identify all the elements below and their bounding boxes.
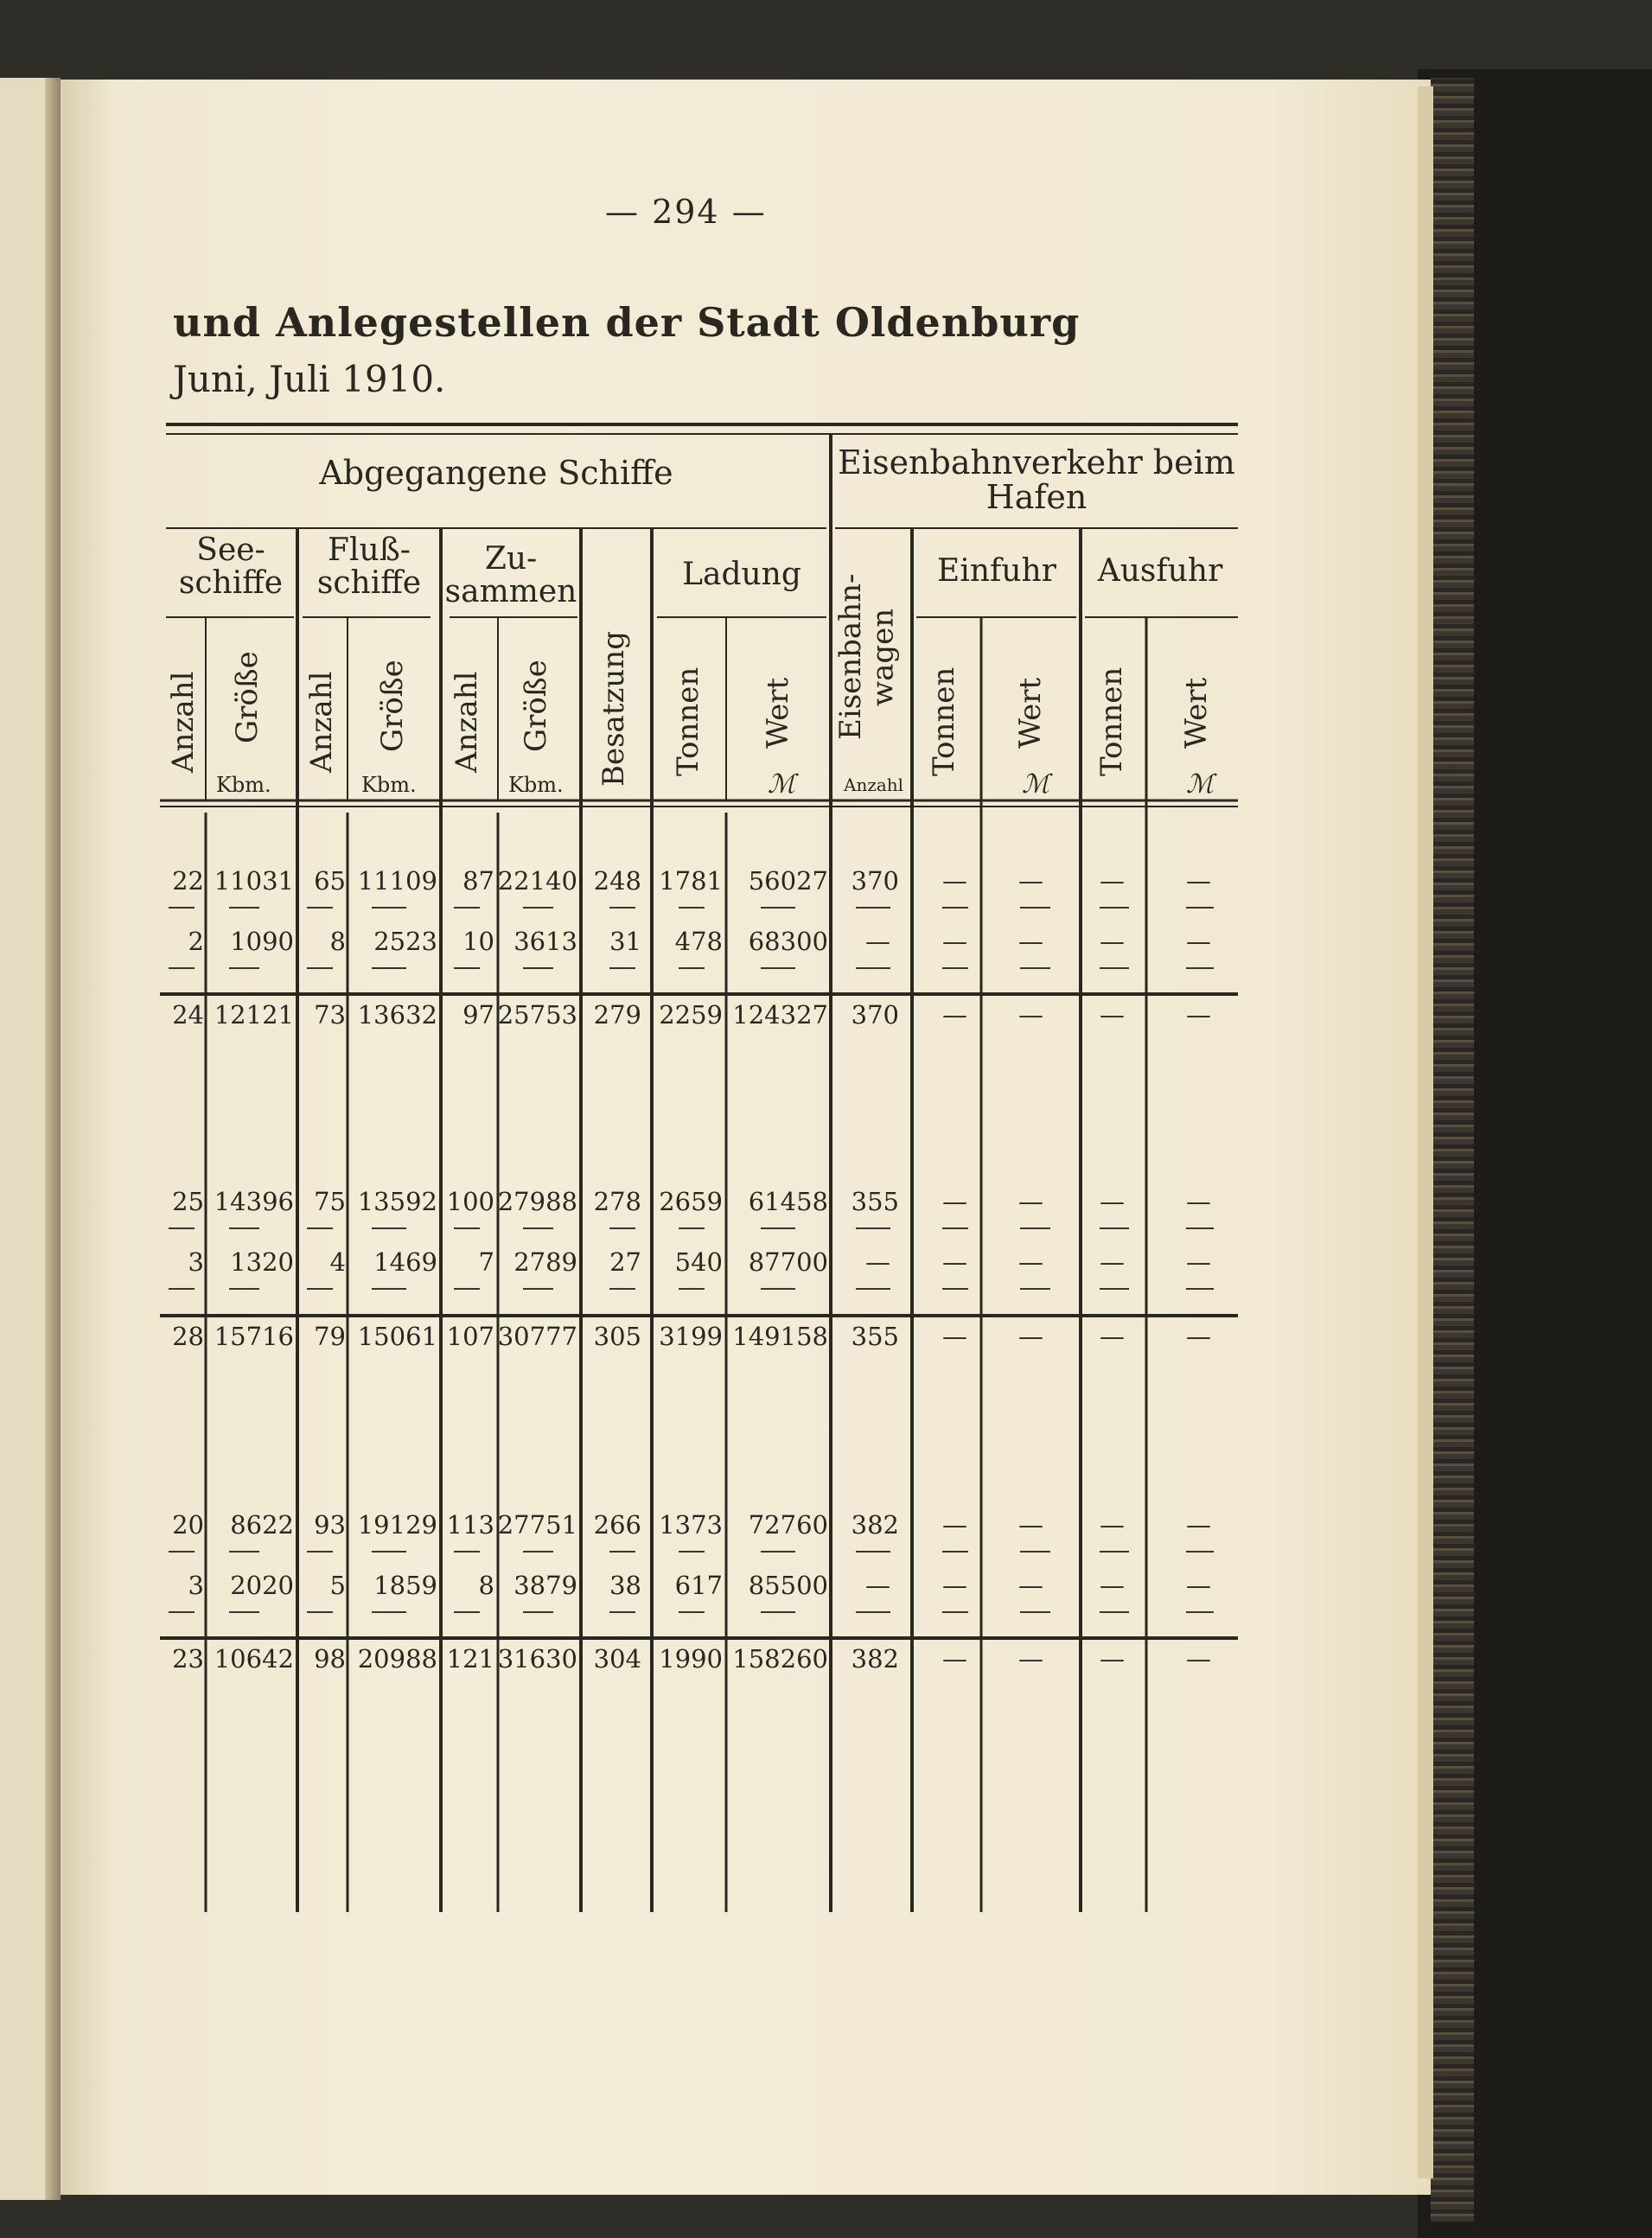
table-cell: — [1100,1571,1125,1600]
table-cell: — [1186,1510,1211,1540]
table-cell: — [865,927,890,956]
dash-mark [856,967,890,969]
table-cell: 304 [593,1644,641,1674]
dash-mark [454,967,480,969]
table-cell: — [1186,1571,1211,1600]
dash-mark [372,1288,406,1290]
table-cell: 79 [314,1322,346,1351]
dash-mark [942,1227,968,1229]
dash-mark [1020,1227,1050,1229]
table-cell: 85500 [748,1571,828,1600]
dash-mark [1186,1288,1214,1290]
table-cell: 1320 [230,1247,294,1277]
table-cell: 24 [172,1000,204,1030]
table-cell: 279 [593,1000,641,1030]
dash-mark [942,907,968,909]
dash-mark [761,1227,795,1229]
page-number: — 294 — [605,193,767,231]
table-cell: 382 [851,1510,899,1540]
table-cell: 1990 [659,1644,723,1674]
dash-mark [609,967,635,969]
table-cell: — [942,1644,967,1674]
table-cell: 30777 [497,1322,577,1351]
dash-mark [1186,1611,1214,1613]
table-cell: 1859 [373,1571,437,1600]
dash-mark [169,1288,195,1290]
dash-mark [523,967,553,969]
table-cell: 248 [593,866,641,896]
table-cell: — [1100,1247,1125,1277]
table-cell: 2523 [373,927,437,956]
page-heading: und Anlegestellen der Stadt Oldenburg [173,299,1081,346]
table-cell: — [942,1187,967,1216]
dash-mark [454,1288,480,1290]
unit-eisenbahn-anzahl: Anzahl [844,775,904,795]
table-cell: 25753 [497,1000,577,1030]
dash-mark [609,1611,635,1613]
dash-mark [1100,1227,1129,1229]
col-header-ladung-tonnen: Tonnen [671,666,705,777]
dash-mark [856,1288,890,1290]
dash-mark [523,1227,553,1229]
table-cell: — [1186,1187,1211,1216]
dash-mark [229,967,259,969]
table-cell: 61458 [748,1187,828,1216]
table-cell: — [865,1247,890,1277]
dash-mark [307,1551,333,1553]
table-cell: — [1018,1000,1043,1030]
table-cell: — [1186,866,1211,896]
table-cell: 2789 [513,1247,577,1277]
dash-mark [609,1288,635,1290]
dash-mark [307,967,333,969]
table-cell: 158260 [732,1644,828,1674]
dash-mark [307,1611,333,1613]
table-cell: 38 [609,1571,641,1600]
dash-mark [609,1551,635,1553]
table-cell: — [1100,866,1125,896]
dash-mark [229,1227,259,1229]
table-cell: 1469 [373,1247,437,1277]
dash-mark [307,1288,333,1290]
table-cell: 540 [674,1247,723,1277]
dash-mark [454,1611,480,1613]
table-cell: 22140 [497,866,577,896]
table-cell: 93 [314,1510,346,1540]
dash-mark [523,1611,553,1613]
col-header-ladung-wert: Wert [761,677,795,749]
table-cell: 15716 [214,1322,294,1351]
table-cell: — [1186,1644,1211,1674]
dash-mark [372,907,406,909]
table-cell: 10642 [214,1644,294,1674]
table-cell: 27 [609,1247,641,1277]
table-cell: 100 [446,1187,494,1216]
table-cell: 2259 [659,1000,723,1030]
table-cell: 8 [329,927,346,956]
table-cell: 68300 [748,927,828,956]
table-cell: 15061 [357,1322,437,1351]
col-header-einfuhr-tonnen: Tonnen [927,666,961,777]
table-cell: 10 [462,927,494,956]
dash-mark [1020,967,1050,969]
dash-mark [169,967,195,969]
dash-mark [1020,1288,1050,1290]
table-cell: 2659 [659,1187,723,1216]
table-cell: 75 [314,1187,346,1216]
dash-mark [1020,1551,1050,1553]
dash-mark [761,1288,795,1290]
dash-mark [169,1227,195,1229]
table-cell: — [1018,1322,1043,1351]
table-cell: 31630 [497,1644,577,1674]
table-cell: 25 [172,1187,204,1216]
table-cell: 22 [172,866,204,896]
table-cell: 1781 [659,866,723,896]
table-cell: 305 [593,1322,641,1351]
dash-mark [679,1288,705,1290]
unit-fluss-kbm: Kbm. [361,773,417,797]
table-cell: 113 [446,1510,494,1540]
table-cell: — [1100,1000,1125,1030]
col-header-zus-anzahl: Anzahl [450,671,484,773]
dash-mark [679,1611,705,1613]
dash-mark [1100,1551,1129,1553]
col-header-besatzung: Besatzung [596,631,631,787]
table-cell: — [1186,927,1211,956]
table-cell: 370 [851,866,899,896]
table-cell: — [1018,1510,1043,1540]
col-header-fluss-anzahl: Anzahl [304,671,339,773]
table-cell: 355 [851,1187,899,1216]
table-cell: — [1186,1247,1211,1277]
table-cell: — [1186,1322,1211,1351]
table-cell: 355 [851,1322,899,1351]
dash-mark [1186,1227,1214,1229]
dash-mark [761,967,795,969]
dash-mark [229,1288,259,1290]
dash-mark [372,1551,406,1553]
dash-mark [1186,1551,1214,1553]
unit-ausfuhr-mark: ℳ [1186,769,1215,800]
dash-mark [372,1611,406,1613]
dash-mark [169,1611,195,1613]
dash-mark [679,1227,705,1229]
table-cell: — [1186,1000,1211,1030]
dash-mark [1100,907,1129,909]
dash-mark [229,907,259,909]
table-cell: 56027 [748,866,828,896]
table-cell: — [1100,927,1125,956]
dash-mark [1100,1611,1129,1613]
table-cell: 382 [851,1644,899,1674]
table-cell: 2020 [230,1571,294,1600]
table-cell: 20 [172,1510,204,1540]
dash-mark [761,907,795,909]
table-cell: 3879 [513,1571,577,1600]
table-cell: 278 [593,1187,641,1216]
table-cell: 3613 [513,927,577,956]
dash-mark [942,1551,968,1553]
table-cell: 87700 [748,1247,828,1277]
table-cell: — [942,866,967,896]
table-cell: 11109 [357,866,437,896]
table-cell: 13632 [357,1000,437,1030]
unit-einfuhr-mark: ℳ [1022,769,1050,800]
table-cell: 72760 [748,1510,828,1540]
table-cell: 149158 [732,1322,828,1351]
dash-mark [523,1288,553,1290]
table-cell: — [865,1571,890,1600]
dash-mark [942,1611,968,1613]
dash-mark [454,1227,480,1229]
col-header-einfuhr-wert: Wert [1013,677,1048,749]
dash-mark [169,1551,195,1553]
dash-mark [679,907,705,909]
unit-ladung-mark: ℳ [768,769,796,800]
header-eisenbahnverkehr: Eisenbahnverkehr beim Hafen [838,443,1235,516]
table-cell: 27751 [497,1510,577,1540]
header-abgegangene-schiffe: Abgegangene Schiffe [319,454,673,492]
table-cell: 8622 [230,1510,294,1540]
table-cell: 3 [188,1247,204,1277]
table-cell: — [942,1247,967,1277]
table-cell: 14396 [214,1187,294,1216]
table-cell: 1090 [230,927,294,956]
header-ladung: Ladung [682,557,801,592]
dash-mark [856,1227,890,1229]
dash-mark [609,907,635,909]
header-einfuhr: Einfuhr [937,553,1056,589]
dash-mark [169,907,195,909]
page-subheading: Juni, Juli 1910. [173,358,446,400]
dash-mark [1020,907,1050,909]
col-header-see-groesse: Größe [230,651,265,744]
dash-mark [761,1611,795,1613]
table-cell: 87 [462,866,494,896]
dash-mark [856,907,890,909]
col-header-ausfuhr-tonnen: Tonnen [1094,666,1129,777]
table-cell: 3 [188,1571,204,1600]
table-cell: — [1100,1187,1125,1216]
table-cell: 12121 [214,1000,294,1030]
table-cell: — [1018,1644,1043,1674]
unit-zus-kbm: Kbm. [508,773,564,797]
dash-mark [372,967,406,969]
table-cell: 107 [446,1322,494,1351]
dash-mark [1020,1611,1050,1613]
table-cell: 13592 [357,1187,437,1216]
dash-mark [229,1551,259,1553]
table-cell: 23 [172,1644,204,1674]
dash-mark [679,1551,705,1553]
table-cell: 11031 [214,866,294,896]
dash-mark [372,1227,406,1229]
table-cell: — [942,927,967,956]
table-cell: — [942,1510,967,1540]
dash-mark [229,1611,259,1613]
dash-mark [942,1288,968,1290]
table-cell: — [942,1322,967,1351]
col-header-eisenbahnwagen: Eisenbahn- wagen [833,573,901,741]
table-cell: — [1018,866,1043,896]
table-cell: — [1018,1247,1043,1277]
dash-mark [307,907,333,909]
header-flussschiffe: Fluß- schiffe [316,532,422,601]
dash-mark [1186,907,1214,909]
table-cell: 266 [593,1510,641,1540]
dash-mark [761,1551,795,1553]
dash-mark [454,1551,480,1553]
table-cell: 617 [674,1571,723,1600]
table-cell: 8 [478,1571,494,1600]
dash-mark [856,1551,890,1553]
table-cell: 20988 [357,1644,437,1674]
dash-mark [1186,967,1214,969]
table-cell: 73 [314,1000,346,1030]
table-cell: 370 [851,1000,899,1030]
table-cell: 19129 [357,1510,437,1540]
table-cell: 98 [314,1644,346,1674]
table-cell: 5 [329,1571,346,1600]
dash-mark [1100,1288,1129,1290]
col-header-fluss-groesse: Größe [375,660,410,753]
dash-mark [307,1227,333,1229]
table-cell: — [942,1571,967,1600]
table-cell: 3199 [659,1322,723,1351]
unit-see-kbm: Kbm. [216,773,271,797]
table-cell: 97 [462,1000,494,1030]
table-cell: 27988 [497,1187,577,1216]
table-cell: — [1018,1187,1043,1216]
header-ausfuhr: Ausfuhr [1097,553,1223,589]
table-cell: 121 [446,1644,494,1674]
dash-mark [523,907,553,909]
table-cell: 2 [188,927,204,956]
header-seeschiffe: See- schiffe [178,532,284,601]
table-cell: — [1018,1571,1043,1600]
table-cell: 1373 [659,1510,723,1540]
table-cell: 65 [314,866,346,896]
dash-mark [856,1611,890,1613]
col-header-ausfuhr-wert: Wert [1179,677,1214,749]
table-cell: 7 [478,1247,494,1277]
dash-mark [1100,967,1129,969]
col-header-zus-groesse: Größe [519,660,553,753]
table-cell: 28 [172,1322,204,1351]
dash-mark [609,1227,635,1229]
col-header-see-anzahl: Anzahl [166,671,201,773]
table-cell: — [1018,927,1043,956]
table-cell: — [1100,1644,1125,1674]
table-cell: 4 [329,1247,346,1277]
table-cell: 124327 [732,1000,828,1030]
dash-mark [942,967,968,969]
table-cell: — [1100,1322,1125,1351]
table-cell: — [1100,1510,1125,1540]
table-cell: 31 [609,927,641,956]
header-zusammen: Zu- sammen [444,541,577,609]
dash-mark [454,907,480,909]
dash-mark [679,967,705,969]
table-cell: 478 [674,927,723,956]
dash-mark [523,1551,553,1553]
table-cell: — [942,1000,967,1030]
